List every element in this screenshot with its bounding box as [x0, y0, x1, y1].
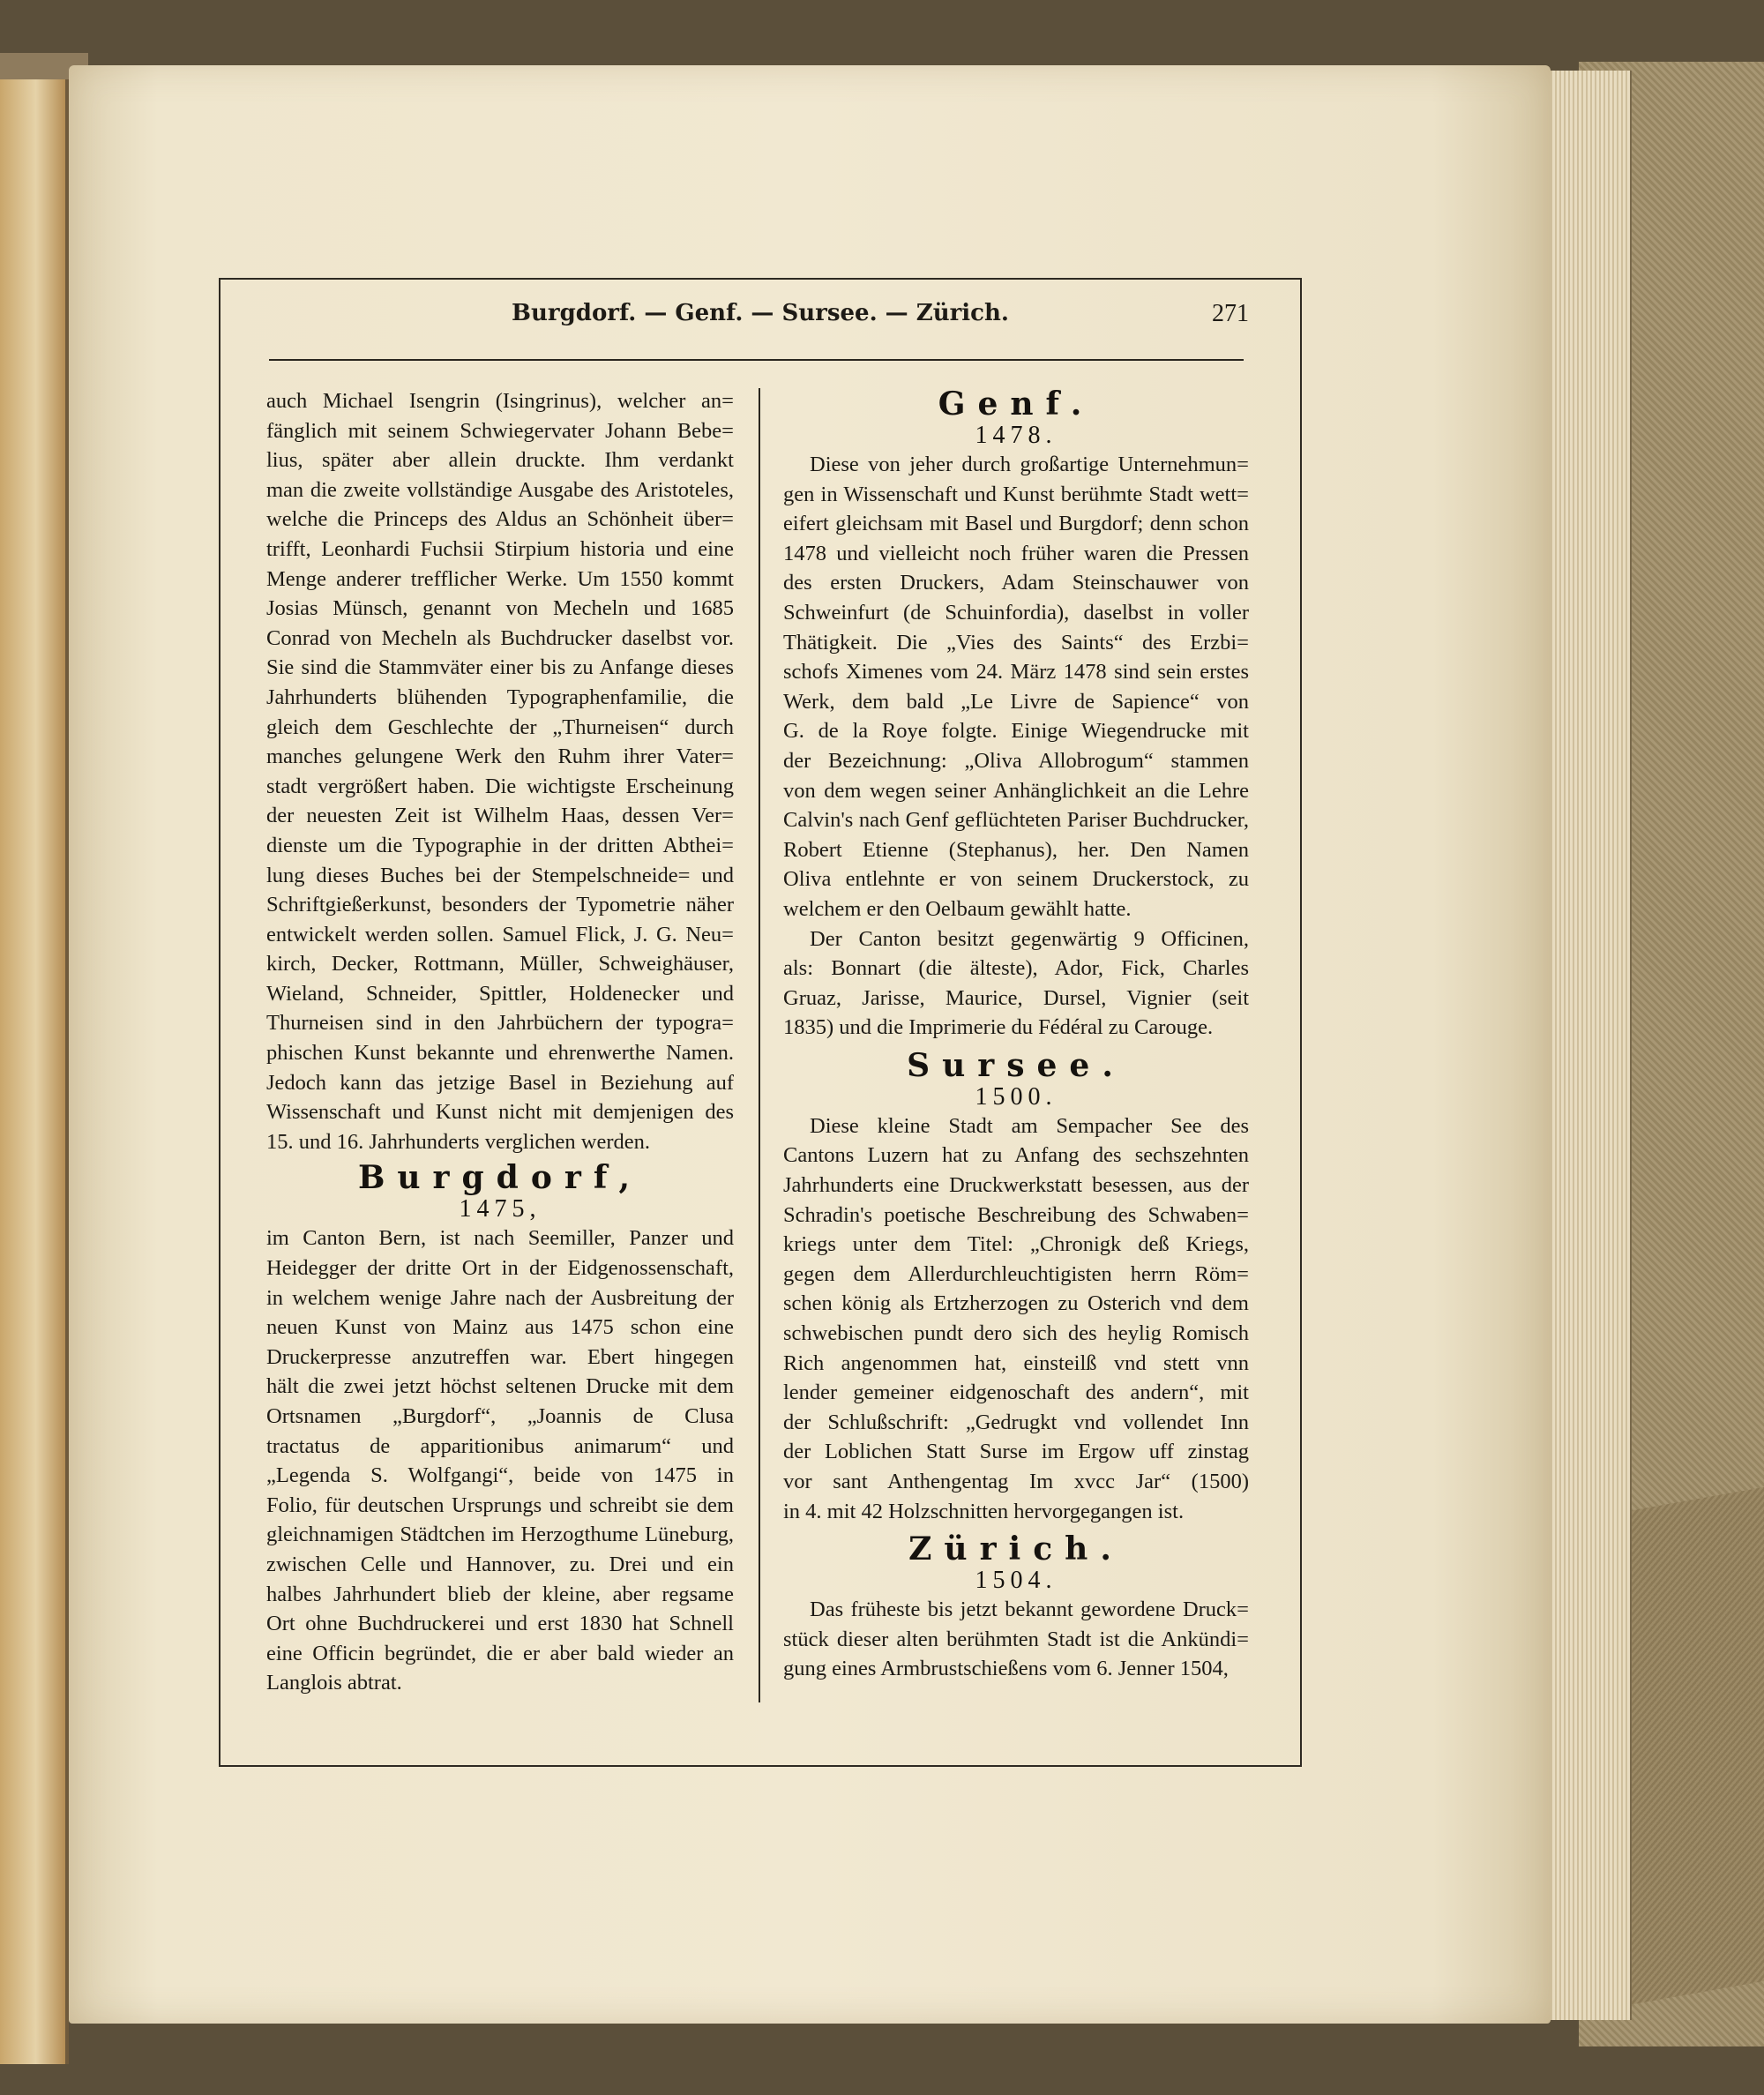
text-line: in 4. mit 42 Holzschnitten hervorgegangen ist.: [783, 1499, 1185, 1523]
page-number: 271: [1212, 300, 1249, 327]
text-line: stück dieser alten berühmten Stadt ist die Ankündi=: [783, 1627, 1249, 1651]
text-line: Rich angenommen hat, einsteilß vnd stett vnn: [783, 1351, 1249, 1375]
text-line: Jahrhunderts blühenden Typographenfamilie, die: [266, 685, 734, 709]
text-line: Werk, dem bald „Le Livre de Sapience“ von: [783, 689, 1249, 714]
text-line: dienste um die Typographie in der dritten Abthei=: [266, 833, 734, 857]
text-line: fänglich mit seinem Schwiegervater Johann Bebe=: [266, 418, 734, 443]
genf-text: [783, 450, 1249, 924]
section-heading-zurich: Zürich.: [908, 1530, 1124, 1568]
right-column: [783, 386, 1249, 1684]
text-line: Robert Etienne (Stephanus), her. Den Namen: [783, 837, 1249, 862]
text-line: kirch, Decker, Rottmann, Müller, Schweighäuser,: [266, 952, 734, 976]
section-heading-burgdorf: Burgdorf,: [357, 1159, 643, 1197]
text-line: entwickelt werden sollen. Samuel Flick, J. G. Neu=: [266, 922, 734, 946]
text-line: Folio, für deutschen Ursprungs und schreibt sie dem: [266, 1493, 734, 1517]
text-line: der Schlußschrift: „Gedrugkt vnd vollendet Inn: [783, 1410, 1249, 1434]
text-line: des ersten Druckers, Adam Steinschauwer von: [783, 571, 1249, 595]
facing-page-edge: [0, 79, 69, 2064]
text-line: 1478 und vielleicht noch früher waren die Pressen: [783, 541, 1249, 565]
text-line: Thätigkeit. Die „Vies des Saints“ des Erzbi=: [783, 630, 1249, 655]
zurich-text: [783, 1595, 1249, 1684]
text-line: schofs Ximenes vom 24. März 1478 sind sein erstes: [783, 660, 1249, 685]
text-line: Gruaz, Jarisse, Maurice, Dursel, Vignier (seit: [783, 985, 1249, 1010]
text-line: welchem er den Oelbaum gewählt hatte.: [783, 896, 1132, 921]
text-line: neuen Kunst von Mainz aus 1475 schon eine: [266, 1315, 734, 1340]
text-line: Oliva entlehnte er von seinem Druckerstock, zu: [783, 867, 1249, 892]
text-line: Wissenschaft und Kunst nicht mit demjenigen des: [266, 1100, 734, 1125]
section-year-burgdorf: 1475,: [459, 1195, 542, 1223]
text-line: gleichnamigen Städtchen im Herzogthume Lüneburg,: [266, 1523, 734, 1547]
running-head: [219, 300, 1302, 339]
header-rule: [269, 359, 1244, 361]
text-line: schwebischen pundt dero sich des heylig Romisch: [783, 1321, 1249, 1346]
text-line: trifft, Leonhardi Fuchsii Stirpium historia und eine: [266, 536, 734, 561]
text-line: gleich dem Geschlechte der „Thurneisen“ durch: [266, 715, 734, 739]
text-line: Heidegger der dritte Ort in der Eidgenossenschaft,: [266, 1256, 734, 1281]
text-line: Ortsnamen „Burgdorf“, „Joannis de Clusa: [266, 1404, 734, 1428]
text-line: Diese kleine Stadt am Sempacher See des: [810, 1113, 1249, 1138]
text-line: der Bezeichnung: „Oliva Allobrogum“ stammen: [783, 748, 1249, 773]
text-line: Sie sind die Stammväter einer bis zu Anfange dieses: [266, 655, 734, 680]
section-year-sursee: 1500.: [975, 1082, 1058, 1111]
text-line: stadt vergrößert haben. Die wichtigste Erscheinung: [266, 774, 734, 798]
text-line: tractatus de apparitionibus animarum“ und: [266, 1433, 734, 1458]
text-line: Conrad von Mecheln als Buchdrucker daselbst vor.: [266, 625, 734, 650]
basel-continuation: [266, 386, 734, 1156]
section-heading-sursee: Sursee.: [907, 1046, 1125, 1084]
text-line: eifert gleichsam mit Basel und Burgdorf; denn schon: [783, 512, 1249, 536]
section-heading-genf: Genf.: [938, 385, 1095, 423]
text-line: kriegs unter dem Titel: „Chronigk deß Kriegs,: [783, 1232, 1249, 1257]
text-line: Jahrhunderts eine Druckwerkstatt besessen, aus der: [783, 1173, 1249, 1198]
text-line: gen in Wissenschaft und Kunst berühmte Stadt wett=: [783, 482, 1249, 506]
text-line: Diese von jeher durch großartige Unternehmun=: [810, 453, 1249, 476]
text-line: im Canton Bern, ist nach Seemiller, Panzer und: [266, 1226, 734, 1251]
column-rule: [759, 388, 760, 1702]
text-line: Cantons Luzern hat zu Anfang des sechszehnten: [783, 1143, 1249, 1168]
text-line: Menge anderer trefflicher Werke. Um 1550 kommt: [266, 566, 734, 591]
genf-text-2: [783, 924, 1249, 1043]
text-line: Schradin's poetische Beschreibung des Schwaben=: [783, 1202, 1249, 1227]
text-line: Der Canton besitzt gegenwärtig 9 Officinen,: [810, 926, 1249, 951]
text-line: gung eines Armbrustschießens vom 6. Jenner 1504,: [783, 1657, 1229, 1681]
text-line: Das früheste bis jetzt bekannt gewordene Druck=: [810, 1597, 1249, 1622]
text-line: G. de la Roye folgte. Einige Wiegendrucke mit: [783, 719, 1249, 744]
text-line: der neuesten Zeit ist Wilhelm Haas, dessen Ver=: [266, 804, 734, 828]
text-line: vor sant Anthengentag Im xvcc Jar“ (1500): [783, 1470, 1249, 1493]
text-line: 15. und 16. Jahrhunderts verglichen werden.: [266, 1129, 650, 1154]
text-line: hält die zwei jetzt höchst seltenen Drucke mit dem: [266, 1374, 734, 1399]
text-line: lung dieses Buches bei der Stempelschneide= und: [266, 863, 734, 887]
text-line: welche die Princeps des Aldus an Schönheit über=: [266, 507, 734, 532]
section-year-genf: 1478.: [975, 422, 1058, 449]
text-line: Josias Münsch, genannt von Mecheln und 1685: [266, 596, 734, 621]
text-line: Schweinfurt (de Schuinfordia), daselbst in voller: [783, 600, 1249, 625]
text-line: auch Michael Isengrin (Isingrinus), welcher an=: [266, 389, 734, 413]
text-line: Ort ohne Buchdruckerei und erst 1830 hat Schnell: [266, 1612, 734, 1636]
left-column: [266, 386, 734, 1698]
text-line: man die zweite vollständige Ausgabe des Aristoteles,: [266, 477, 734, 502]
section-year-zurich: 1504.: [975, 1567, 1058, 1595]
text-line: als: Bonnart (die älteste), Ador, Fick, Charles: [783, 956, 1249, 981]
text-line: in welchem wenige Jahre nach der Ausbreitung der: [266, 1285, 734, 1310]
text-line: Wieland, Schneider, Spittler, Holdenecker und: [266, 981, 734, 1006]
text-line: phischen Kunst bekannte und ehrenwerthe Namen.: [266, 1041, 734, 1066]
text-line: Calvin's nach Genf geflüchteten Pariser Buchdrucker,: [783, 808, 1249, 833]
text-line: von dem wegen seiner Anhänglichkeit an die Lehre: [783, 778, 1249, 803]
text-line: gegen dem Allerdurchleuchtigisten herrn Röm=: [783, 1261, 1249, 1286]
burgdorf-text: [266, 1223, 734, 1698]
text-line: lender gemeiner eidgenoschaft des andern“, mit: [783, 1380, 1249, 1405]
text-line: Jedoch kann das jetzige Basel in Beziehung auf: [266, 1070, 734, 1095]
book-cover-corner: [1623, 1487, 1764, 2006]
text-line: Thurneisen sind in den Jahrbüchern der typogra=: [266, 1011, 734, 1036]
text-line: Druckerpresse anzutreffen war. Ebert hingegen: [266, 1344, 734, 1369]
text-line: Langlois abtrat.: [266, 1671, 402, 1695]
running-title: Burgdorf. — Genf. — Sursee. — Zürich.: [512, 300, 1009, 326]
text-line: zwischen Celle und Hannover, zu. Drei und ein: [266, 1552, 734, 1576]
text-line: halbes Jahrhundert blieb der kleine, aber regsame: [266, 1582, 734, 1606]
text-line: eine Officin begründet, die er aber bald wieder an: [266, 1641, 734, 1665]
text-line: schen könig als Ertzherzogen zu Osterich vnd dem: [783, 1291, 1249, 1316]
text-line: manches gelungene Werk den Ruhm ihrer Vater=: [266, 744, 734, 769]
text-line: lius, später aber allein druckte. Ihm verdankt: [266, 448, 734, 473]
text-line: Schriftgießerkunst, besonders der Typometrie näher: [266, 893, 734, 917]
sursee-text: [783, 1111, 1249, 1526]
text-line: 1835) und die Imprimerie du Fédéral zu Carouge.: [783, 1015, 1214, 1040]
text-line: der Loblichen Statt Surse im Ergow uff zinstag: [783, 1440, 1249, 1464]
text-line: „Legenda S. Wolfgangi“, beide von 1475 in: [266, 1463, 734, 1488]
